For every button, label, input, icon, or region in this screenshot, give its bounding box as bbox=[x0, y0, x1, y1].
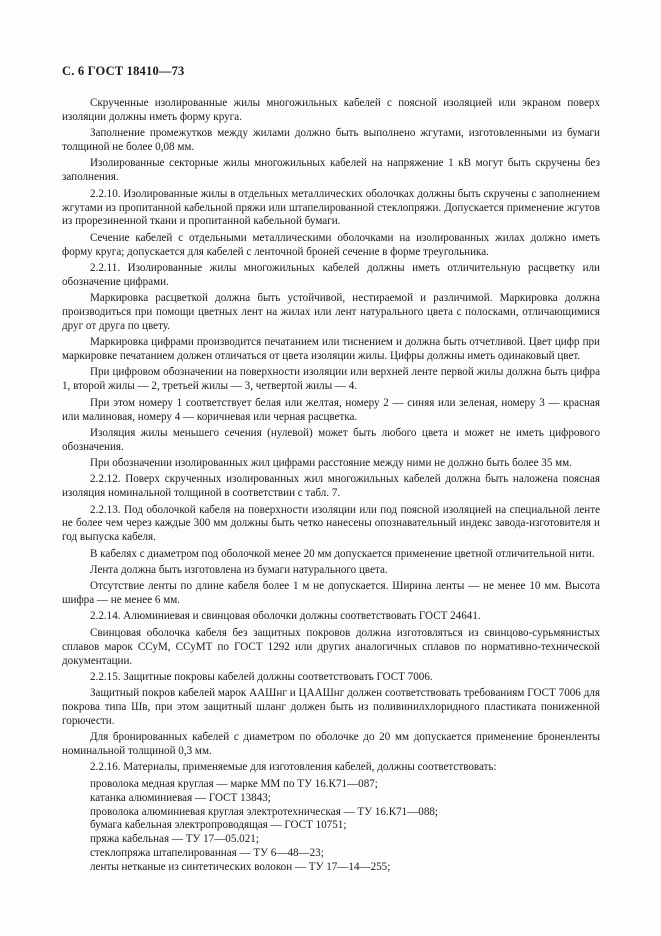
list-item: проволока алюминиевая круглая электротехническая — ТУ 16.К71—088; bbox=[90, 805, 439, 818]
paragraph: При обозначении изолированных жил цифрами расстояние между ними не должно быть более 35 мм. bbox=[90, 457, 572, 470]
list-item: пряжа кабельная — ТУ 17—05.021; bbox=[90, 833, 259, 846]
clause-2-2-15: 2.2.15. Защитные покровы кабелей должны соответствовать ГОСТ 7006. bbox=[90, 670, 433, 683]
list-item: проволока медная круглая — марке ММ по ТУ 16.К71—087; bbox=[90, 777, 378, 790]
paragraph: При цифровом обозначении на поверхности изоляции или верхней ленте первой жилы должна быть цифра 1, второй жилы — 2, третьей жилы — 3, четвертой жилы — 4. bbox=[62, 366, 600, 393]
clause-2-2-14: 2.2.14. Алюминиевая и свинцовая оболочки должны соответствовать ГОСТ 24641. bbox=[90, 610, 481, 623]
paragraph: Отсутствие ленты по длине кабеля более 1 м не допускается. Ширина ленты — не менее 10 мм. Высота шифра — не менее 6 мм. bbox=[62, 580, 600, 607]
paragraph: Маркировка цифрами производится печатанием или тиснением и должна быть отчетливой. Цвет цифр при маркировке печатанием должен отличаться от цвета изоляции жилы. Цифры должны иметь одинаковый цвет. bbox=[62, 336, 600, 363]
document-body bbox=[62, 97, 600, 875]
paragraph: Изолированные секторные жилы многожильных кабелей на напряжение 1 кВ могут быть скручены без заполнения. bbox=[62, 157, 600, 184]
clause-2-2-10: 2.2.10. Изолированные жилы в отдельных металлических оболочках должны быть скручены с заполнением жгутами из пропитанной кабельной пряжи или штапелированной стеклопряжи. Допускается применение жгутов из прорезиненной ткани и пропитанной кабельной бумаги. bbox=[62, 187, 600, 228]
list-item: катанка алюминиевая — ГОСТ 13843; bbox=[90, 791, 271, 804]
clause-2-2-13: 2.2.13. Под оболочкой кабеля на поверхности изоляции или под поясной изоляцией на специальной ленте не более чем через каждые 300 мм должны быть четко нанесены опознавательный индекс завода-изготовителя и год выпуска кабеля. bbox=[62, 503, 600, 544]
paragraph: Лента должна быть изготовлена из бумаги натурального цвета. bbox=[90, 563, 388, 576]
paragraph: Изоляция жилы меньшего сечения (нулевой) может быть любого цвета и может не иметь цифрового обозначения. bbox=[62, 426, 600, 453]
paragraph: При этом номеру 1 соответствует белая или желтая, номеру 2 — синяя или зеленая, номеру 3 — красная или малиновая, номеру 4 — коричневая или черная расцветка. bbox=[62, 396, 600, 423]
paragraph: Заполнение промежутков между жилами должно быть выполнено жгутами, изготовленными из бумаги толщиной не более 0,08 мм. bbox=[62, 127, 600, 154]
materials-list bbox=[62, 778, 600, 875]
clause-2-2-11: 2.2.11. Изолированные жилы многожильных кабелей должны иметь отличительную расцветку или обозначение цифрами. bbox=[62, 261, 600, 288]
list-item: стеклопряжа штапелированная — ТУ 6—48—23; bbox=[90, 847, 324, 860]
paragraph: Свинцовая оболочка кабеля без защитных покровов должна изготовляться из свинцово-сурьмянистых сплавов марок ССуМ, ССуМТ по ГОСТ 1292 или других аналогичных сплавов по нормативно-технической документации. bbox=[62, 626, 600, 667]
clause-2-2-16: 2.2.16. Материалы, применяемые для изготовления кабелей, должны соответствовать: bbox=[90, 761, 497, 774]
paragraph: Для бронированных кабелей с диаметром по оболочке до 20 мм допускается применение броненленты номинальной толщиной 0,3 мм. bbox=[62, 731, 600, 758]
list-item: ленты нетканые из синтетических волокон — ТУ 17—14—255; bbox=[90, 861, 391, 874]
paragraph: Сечение кабелей с отдельными металлическими оболочками на изолированных жилах должно иметь форму круга; допускается для кабелей с ленточной броней сечение в форме треугольника. bbox=[62, 231, 600, 258]
paragraph: Защитный покров кабелей марок ААШнг и ЦААШнг должен соответствовать требованиям ГОСТ 7006 для покрова типа Шв, при этом защитный шланг должен быть из поливинилхлоридного пластиката пониженной горючести. bbox=[62, 687, 600, 727]
paragraph: В кабелях с диаметром под оболочкой менее 20 мм допускается применение цветной отличительной нити. bbox=[90, 547, 595, 560]
clause-2-2-12: 2.2.12. Поверх скрученных изолированных жил многожильных кабелей должна быть наложена поясная изоляция номинальной толщиной в соответствии с табл. 7. bbox=[62, 473, 600, 500]
paragraph: Скрученные изолированные жилы многожильных кабелей с поясной изоляцией или экраном поверх изоляции должны иметь форму круга. bbox=[62, 97, 600, 123]
list-item: бумага кабельная электропроводящая — ГОСТ 10751; bbox=[90, 819, 347, 832]
page-header: С. 6 ГОСТ 18410—73 bbox=[62, 64, 185, 78]
paragraph: Маркировка расцветкой должна быть устойчивой, нестираемой и различимой. Маркировка должна производиться при помощи цветных лент на жилах или лент натурального цвета с полосками, отличающимися друг от друга по цвету. bbox=[62, 292, 600, 332]
